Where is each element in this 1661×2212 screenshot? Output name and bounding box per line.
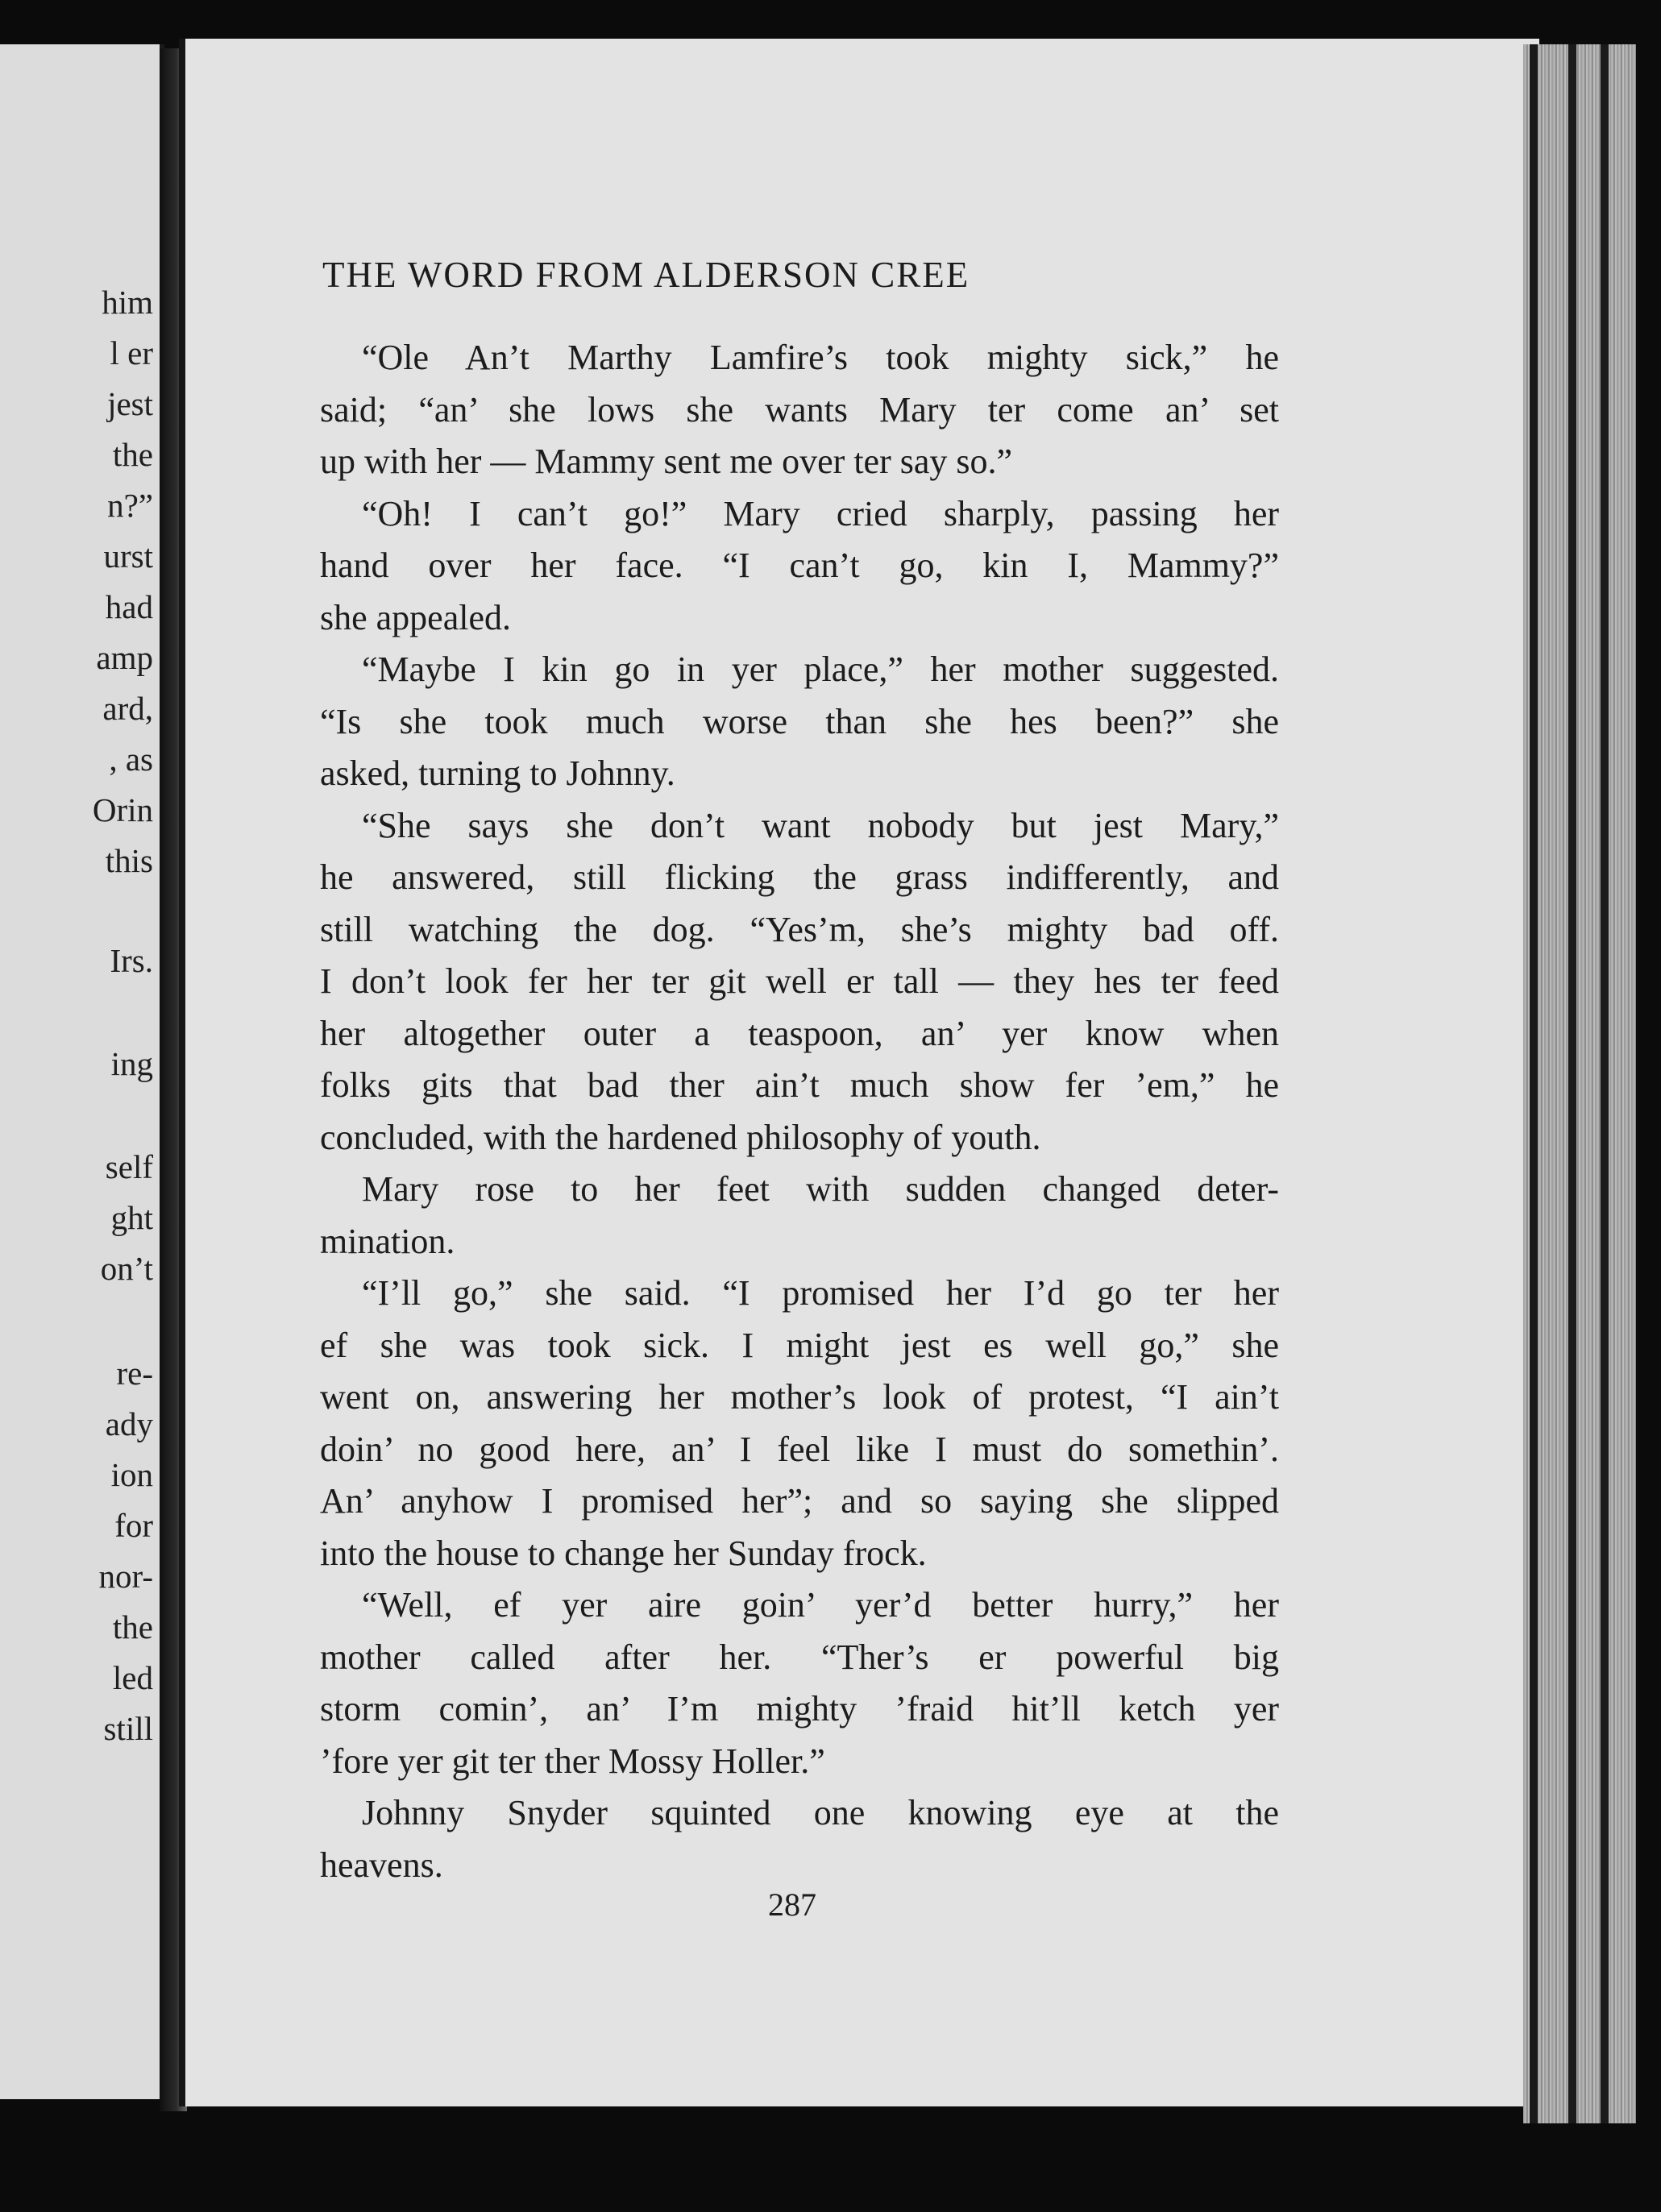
left-page-text-fragment: ion xyxy=(110,1456,153,1493)
text-line: hand over her face. “I can’t go, kin I, Mammy?” xyxy=(320,546,1279,585)
left-page-text-fragment: nor- xyxy=(98,1558,153,1595)
left-page-text-fragment: n?” xyxy=(107,487,153,524)
left-page-text-fragment: this xyxy=(105,842,153,879)
text-line: I don’t look fer her ter git well er tall — they hes ter feed xyxy=(320,961,1279,1001)
text-line: into the house to change her Sunday frock. xyxy=(320,1533,927,1573)
left-page-text-fragment: ing xyxy=(110,1045,153,1082)
text-line: “Is she took much worse than she hes been?” she xyxy=(320,701,1279,741)
text-line: “She says she don’t want nobody but jest Mary,” xyxy=(362,805,1279,845)
text-line: Johnny Snyder squinted one knowing eye at the xyxy=(362,1793,1279,1832)
left-page-text-fragment: ard, xyxy=(102,690,153,727)
text-line: up with her — Mammy sent me over ter say so.” xyxy=(320,442,1013,481)
left-page-text-fragment: ght xyxy=(110,1199,153,1236)
left-page-text-fragment: still xyxy=(103,1710,153,1747)
left-page-text-fragment: , as xyxy=(109,741,153,778)
left-page-text-fragment: Orin xyxy=(92,791,153,828)
text-line: still watching the dog. “Yes’m, she’s mighty bad off. xyxy=(320,909,1279,949)
page-number: 287 xyxy=(768,1886,816,1923)
text-line: folks gits that bad ther ain’t much show fer ’em,” he xyxy=(320,1065,1279,1105)
text-line: mother called after her. “Ther’s er powerful big xyxy=(320,1637,1279,1677)
page-edge-band xyxy=(1568,44,1576,2123)
running-head: THE WORD FROM ALDERSON CREE xyxy=(322,255,970,295)
left-page-text-fragment: jest xyxy=(107,385,153,422)
left-page-text-fragment: re- xyxy=(116,1355,153,1392)
left-page-text-fragment: on’t xyxy=(100,1250,153,1287)
left-page-text-fragment: Irs. xyxy=(110,942,153,979)
text-line: “Well, ef yer aire goin’ yer’d better hurry,” her xyxy=(362,1585,1279,1625)
text-line: asked, turning to Johnny. xyxy=(320,753,675,793)
text-line: he answered, still flicking the grass indifferently, and xyxy=(320,857,1279,897)
text-line: went on, answering her mother’s look of protest, “I ain’t xyxy=(320,1377,1279,1417)
left-page-text-fragment: him xyxy=(102,284,153,321)
text-line: doin’ no good here, an’ I feel like I must do somethin’. xyxy=(320,1429,1279,1469)
text-line: storm comin’, an’ I’m mighty ’fraid hit’ll ketch yer xyxy=(320,1689,1279,1729)
text-line: “Ole An’t Marthy Lamfire’s took mighty sick,” he xyxy=(362,338,1279,377)
text-line: ’fore yer git ter ther Mossy Holler.” xyxy=(320,1741,825,1781)
page-edge-band xyxy=(1530,44,1538,2123)
page-edge-band xyxy=(1601,44,1609,2123)
text-line: heavens. xyxy=(320,1845,443,1885)
text-line: Mary rose to her feet with sudden changed deter- xyxy=(362,1169,1279,1209)
text-line: she appealed. xyxy=(320,597,511,637)
text-line: An’ anyhow I promised her”; and so saying she slipped xyxy=(320,1481,1279,1521)
left-page-text-fragment: amp xyxy=(96,639,153,676)
left-page-text-fragment: l er xyxy=(110,334,153,371)
left-page-text-fragment: had xyxy=(105,588,153,625)
left-page-text-fragment: for xyxy=(114,1507,153,1544)
text-line: said; “an’ she lows she wants Mary ter come an’ set xyxy=(320,389,1279,430)
text-line: “Maybe I kin go in yer place,” her mother suggested. xyxy=(362,649,1279,689)
left-page-text-fragment: the xyxy=(112,1608,153,1646)
left-page-text-fragment: urst xyxy=(103,537,153,575)
text-line: “Oh! I can’t go!” Mary cried sharply, passing her xyxy=(362,493,1279,533)
left-page-text-fragment: led xyxy=(112,1659,153,1696)
text-line: mination. xyxy=(320,1221,455,1261)
text-line: “I’ll go,” she said. “I promised her I’d go ter her xyxy=(362,1273,1279,1313)
page-edges xyxy=(1523,44,1636,2123)
left-page-text-fragment: ady xyxy=(105,1405,153,1442)
text-line: ef she was took sick. I might jest es well go,” she xyxy=(320,1325,1279,1365)
text-line: her altogether outer a teaspoon, an’ yer know when xyxy=(320,1013,1279,1053)
left-page-text-fragment: the xyxy=(112,436,153,473)
body-text xyxy=(320,332,1279,1891)
previous-page-fragment xyxy=(0,44,164,2099)
text-line: concluded, with the hardened philosophy of youth. xyxy=(320,1117,1041,1157)
left-page-text-fragment: self xyxy=(105,1148,153,1185)
